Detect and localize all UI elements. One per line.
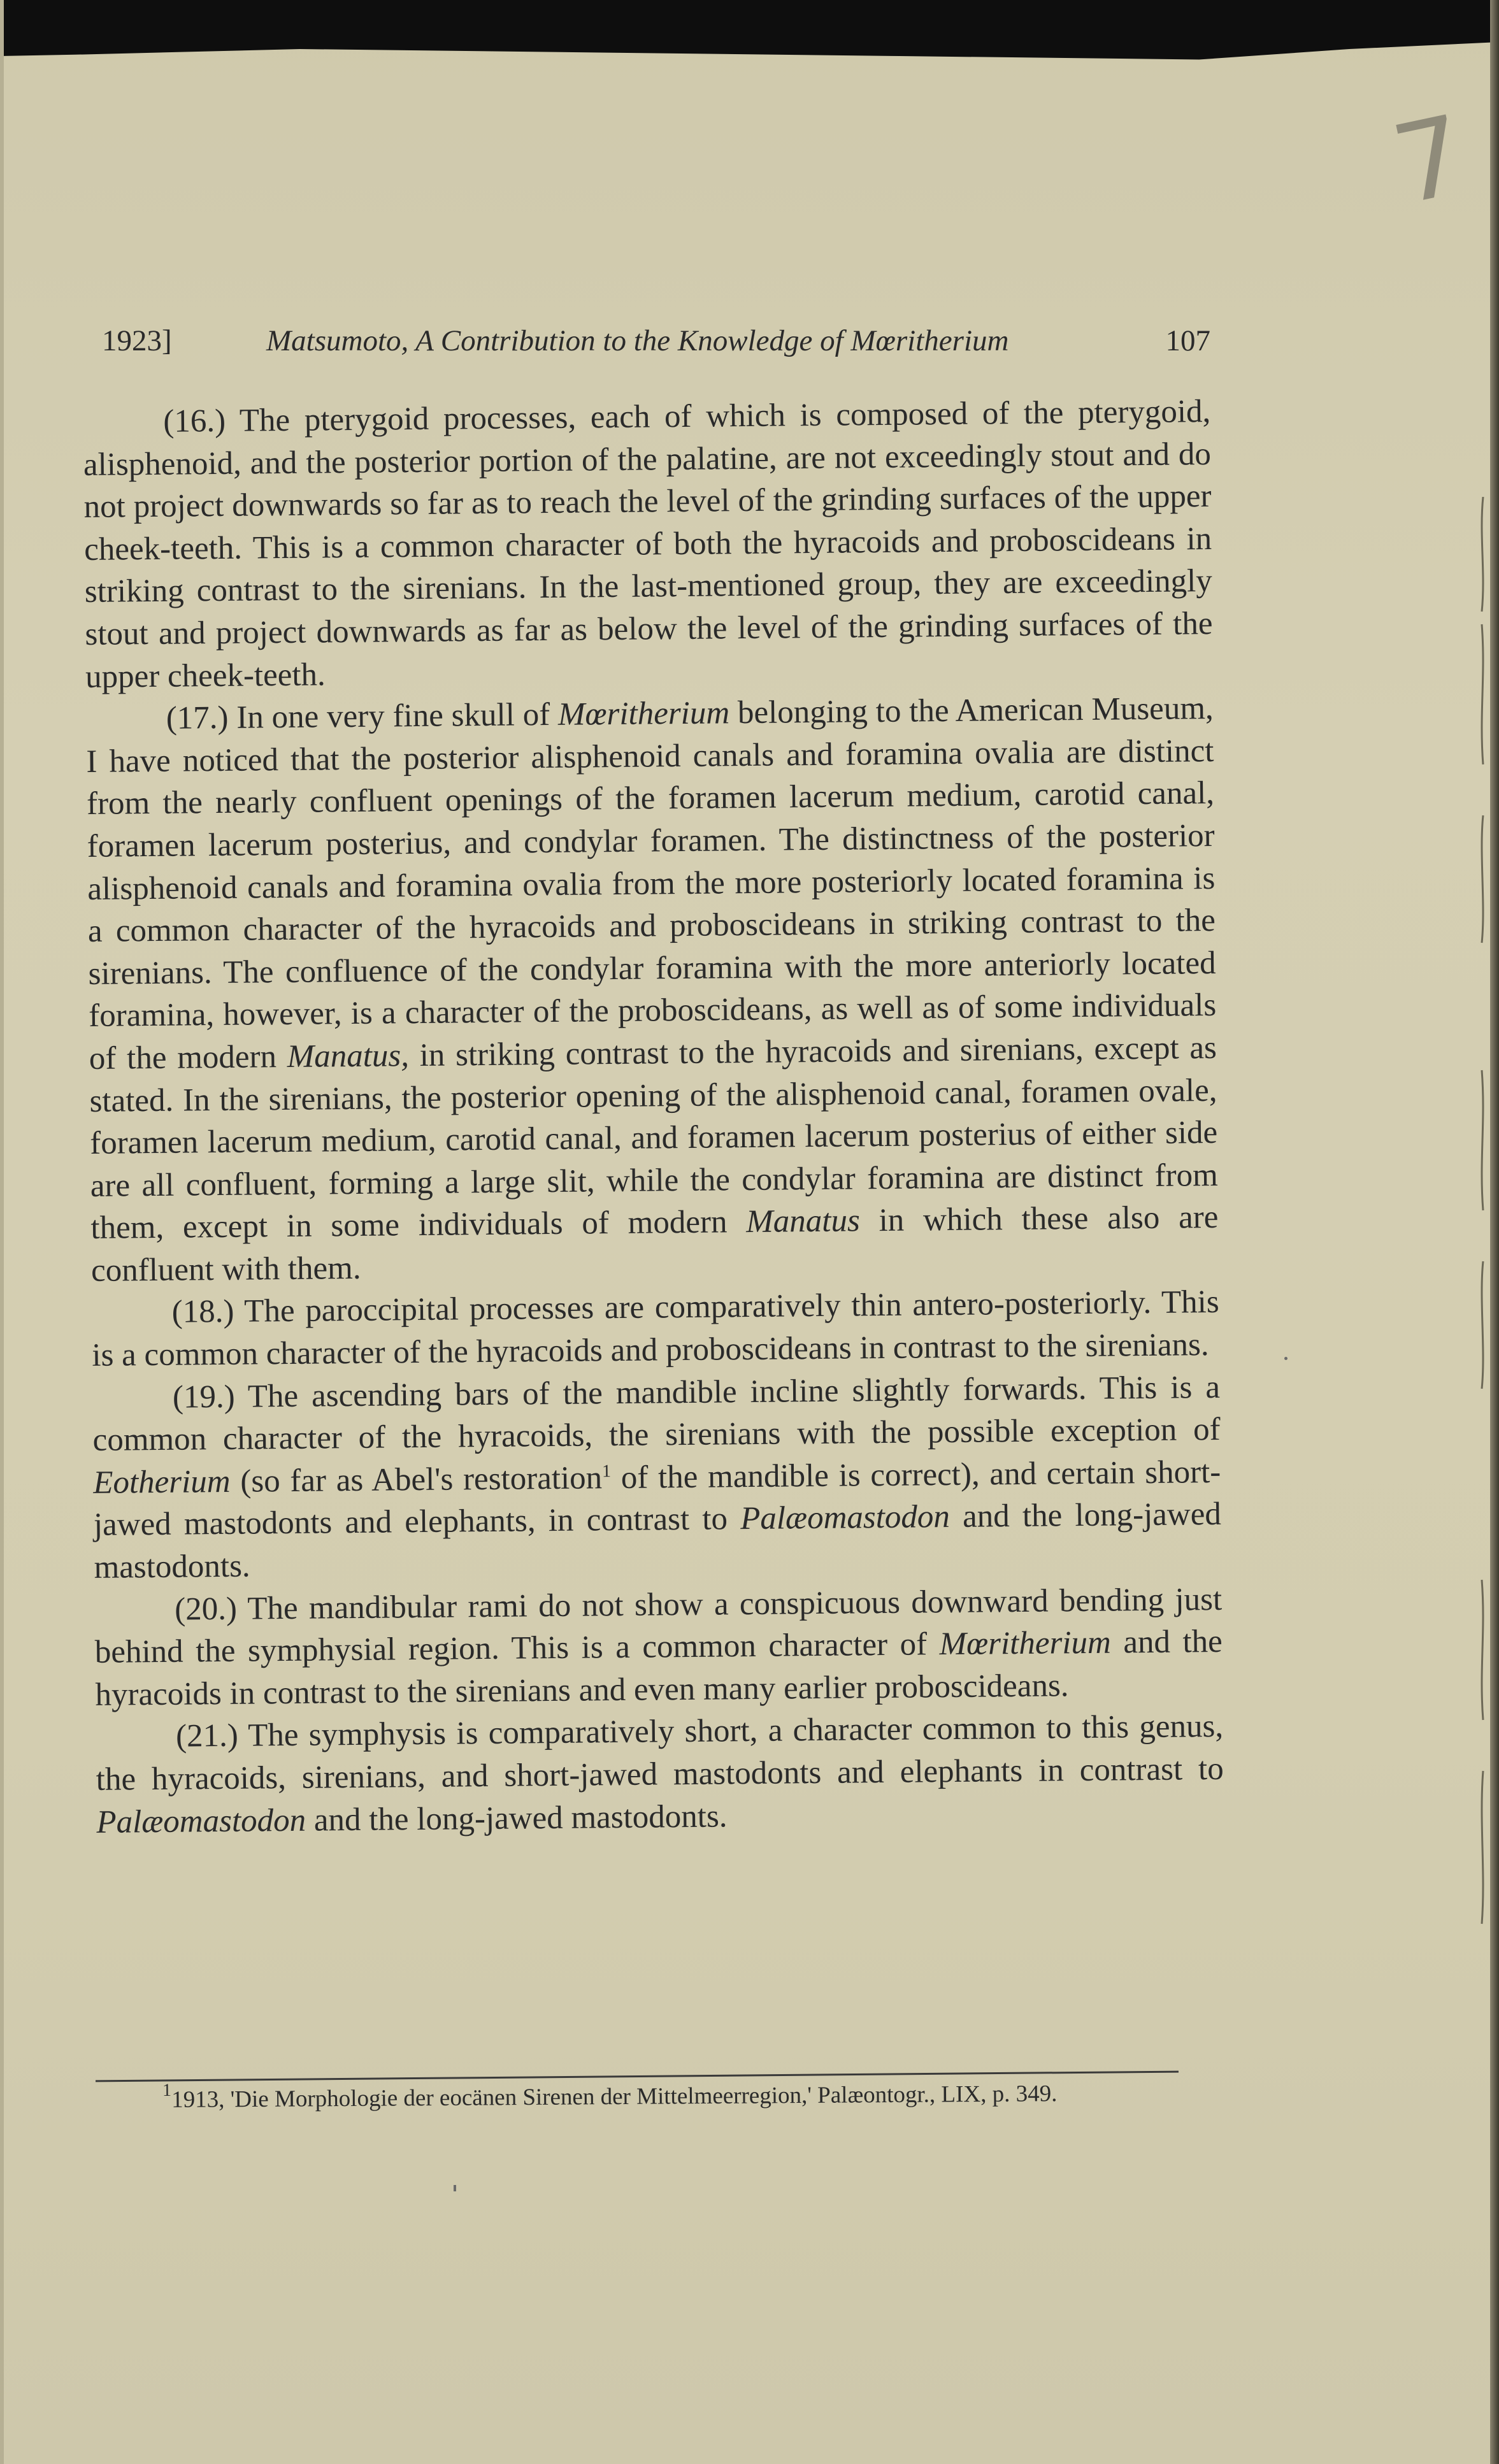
scan-top-shadow	[0, 0, 1499, 70]
italic-term: Manatus,	[287, 1038, 410, 1075]
italic-term: Palæomastodon	[96, 1802, 306, 1840]
paragraph	[92, 1366, 1222, 1589]
paragraph-text: and the hyracoids in contrast to the sirenians and even many earlier proboscideans.	[95, 1624, 1223, 1713]
paragraph-text: (so far as Abel's restoration	[230, 1460, 603, 1500]
paragraph	[91, 1281, 1219, 1377]
italic-term: Eotherium	[93, 1463, 231, 1501]
italic-term: Mœritherium	[557, 695, 730, 733]
page-left-edge	[0, 0, 4, 2464]
page-speck	[454, 2185, 456, 2191]
paragraph-text: of the mandible is correct), and certain short-jawed mastodonts and elephants, in contrast to	[93, 1454, 1221, 1544]
footnote-reference: 1	[601, 1461, 612, 1482]
paragraph	[96, 1705, 1224, 1844]
italic-term: Manatus	[746, 1203, 861, 1240]
body-text	[83, 390, 1224, 1844]
running-head-year: 1923]	[102, 324, 172, 357]
paragraph-text: in striking contrast to the hyracoids and sirenians, except as stated. In the sirenians, the posterior opening of the alisphenoid canal, foramen ovale, foramen lacerum medium, carotid canal, and foramen lacerum posterius of either side are all confluent, forming a large slit, while the condylar foramina are distinct from them, except in some individuals of modern	[89, 1029, 1219, 1247]
paragraph-text: The paroccipital processes are comparatively thin antero-posteriorly. This is a common character of the hyracoids and proboscideans in contrast to the sirenians.	[92, 1284, 1219, 1373]
paragraph-text: belonging to the American Museum, I have noticed that the posterior alisphenoid canals and foramina ovalia are distinct from the nearly confluent openings of the foramen lacerum medium, carotid canal, foramen lacerum posterius, and condylar foramen. The distinctness of the posterior alisphenoid canals and foramina ovalia from the more posteriorly located foramina is a common character of the hyracoids and proboscideans in striking contrast to the sirenians. The confluence of the condylar foramina with the more anteriorly located foramina, however, is a character of the proboscideans, as well as of some individuals of the modern	[86, 691, 1217, 1077]
page-right-edge	[1490, 0, 1499, 2464]
paragraph-number: (21.)	[175, 1718, 239, 1755]
paragraph-text: and the long-jawed mastodonts.	[305, 1798, 728, 1838]
paragraph-number: (16.)	[163, 403, 226, 440]
paragraph-number: (19.)	[172, 1379, 235, 1415]
paragraph-text: in which these also are confluent with them.	[90, 1200, 1219, 1289]
footnote-marker: 1	[162, 2080, 172, 2100]
footnote-text: 1913, 'Die Morphologie der eocänen Sirenen der Mittelmeerregion,' Palæontogr., LIX, p. 349.	[171, 2081, 1058, 2113]
paragraph-text: The ascending bars of the mandible incline slightly forwards. This is a common character of the hyracoids, the sirenians with the possible exception of	[92, 1369, 1221, 1459]
pencil-annotation: 7	[1382, 92, 1477, 230]
paragraph-number: (20.)	[174, 1591, 238, 1628]
italic-term: Palæomastodon	[740, 1499, 950, 1537]
running-head-title: Matsumoto, A Contribution to the Knowledge of Mœritherium	[266, 324, 1009, 357]
paragraph-text: and the long-jawed mastodonts.	[94, 1496, 1222, 1586]
paragraph	[83, 390, 1213, 698]
binding-thread-marks	[1477, 497, 1489, 2026]
footnote	[162, 2077, 1207, 2116]
page-number: 107	[1165, 324, 1210, 357]
paragraph-text: The mandibular rami do not show a conspicuous downward bending just behind the symphysial region. This is a common character of	[94, 1581, 1223, 1671]
paragraph-text: The pterygoid processes, each of which is composed of the pterygoid, alisphenoid, and the posterior portion of the palatine, are not exceedingly stout and do not project downwards so far as to reach the level of the grinding surfaces of the upper cheek-teeth. This is a common character of both the hyracoids and proboscideans in striking contrast to the sirenians. In the last-mentioned group, they are exceedingly stout and project downwards as far as below the level of the grinding surfaces of the upper cheek-teeth.	[83, 394, 1213, 695]
paragraph	[85, 687, 1219, 1292]
paragraph-text: The symphysis is comparatively short, a character common to this genus, the hyracoids, sirenians, and short-jawed mastodonts and elephants in contrast to	[96, 1708, 1224, 1798]
paragraph-number: (18.)	[171, 1294, 234, 1331]
page-speck-2	[1284, 1357, 1287, 1360]
running-head	[102, 319, 1210, 363]
paragraph-text: In one very fine skull of	[228, 697, 559, 736]
italic-term: Mœritherium	[939, 1624, 1112, 1663]
paragraph-number: (17.)	[166, 699, 229, 736]
paragraph	[94, 1579, 1223, 1717]
